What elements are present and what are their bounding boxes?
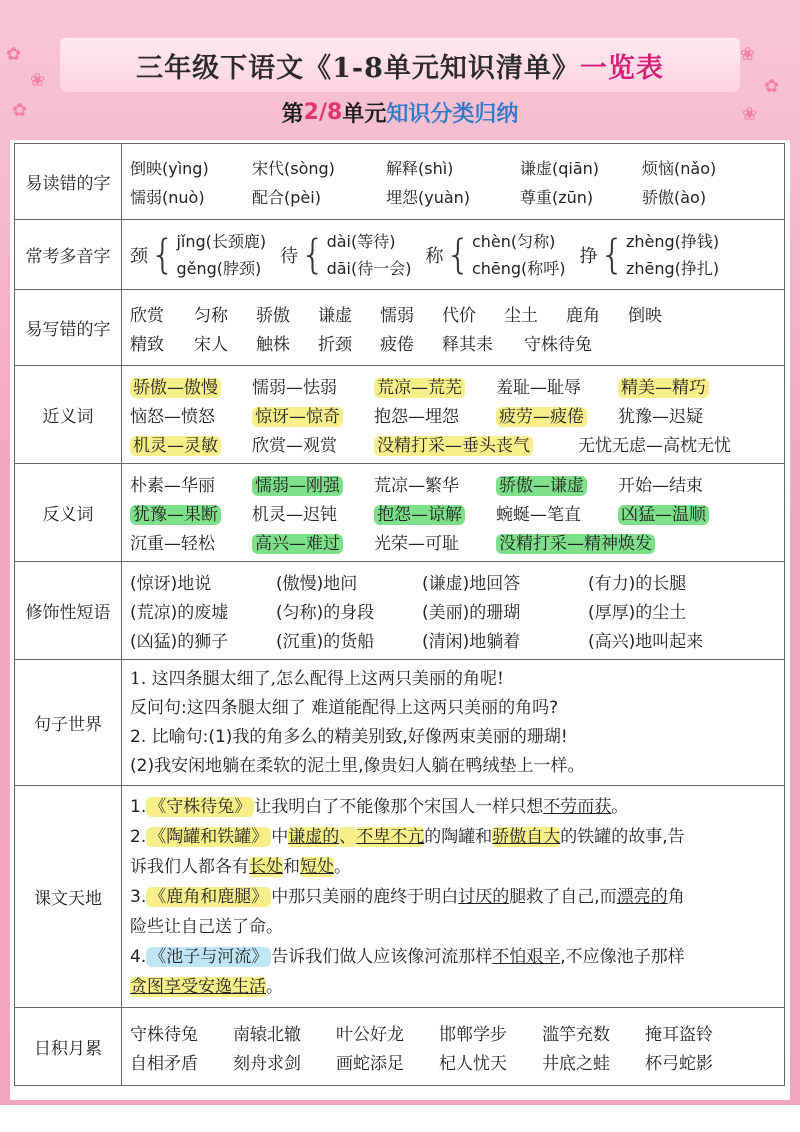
word-pair: 高兴—难过 bbox=[252, 534, 343, 554]
idiom-item: 杞人忧天 bbox=[439, 1053, 507, 1074]
word-item: 解释(shì) bbox=[386, 158, 454, 178]
brace-icon: { bbox=[445, 231, 471, 278]
word-pair: 羞耻—耻辱 bbox=[496, 378, 581, 398]
blossom-icon: ❀ bbox=[740, 44, 756, 65]
row-label: 修饰性短语 bbox=[15, 562, 122, 660]
subtitle-di: 第 bbox=[281, 101, 304, 127]
word-pair: 骄傲—谦虚 bbox=[496, 476, 587, 496]
word-item: 匀称 bbox=[194, 305, 228, 326]
word-item: 骄傲(ào) bbox=[642, 187, 707, 207]
word-pair: 抱怨—谅解 bbox=[374, 505, 465, 525]
polyphone-group: 颈 { jǐng(长颈鹿) gěng(脖颈) bbox=[130, 231, 267, 278]
row-label: 易读错的字 bbox=[15, 144, 122, 220]
text-item: 险些让自己送了命。 bbox=[130, 916, 283, 937]
phrase-item: (美丽)的珊瑚 bbox=[422, 603, 521, 623]
blossom-icon: ✿ bbox=[764, 76, 780, 97]
word-item: 宋人 bbox=[194, 334, 228, 355]
row-content bbox=[122, 220, 785, 290]
subtitle-unit: 单元 bbox=[342, 101, 387, 127]
row-texts bbox=[15, 786, 785, 1008]
phrase-item: (傲慢)地问 bbox=[276, 574, 358, 594]
phrase-item: (荒凉)的废墟 bbox=[130, 603, 229, 623]
row-content bbox=[122, 366, 785, 464]
phrase-item: (有力)的长腿 bbox=[588, 574, 687, 594]
word-item: 释其耒 bbox=[442, 334, 493, 355]
row-content bbox=[122, 786, 785, 1008]
sentence-line: 反问句:这四条腿太细了 难道能配得上这两只美丽的角吗? bbox=[130, 697, 559, 718]
word-pair: 机灵—灵敏 bbox=[130, 436, 221, 456]
sentence-line: (2)我安闲地躺在柔软的泥土里,像贵妇人躺在鸭绒垫上一样。 bbox=[130, 755, 585, 776]
word-pair: 欣赏—观赏 bbox=[252, 436, 337, 456]
word-pair: 精美—精巧 bbox=[618, 378, 709, 398]
row-sentences bbox=[15, 660, 785, 786]
word-pair: 机灵—迟钝 bbox=[252, 505, 337, 525]
title-overview: 一览表 bbox=[579, 52, 664, 84]
idiom-item: 南辕北辙 bbox=[233, 1024, 301, 1045]
word-pair: 沉重—轻松 bbox=[130, 534, 215, 554]
word-item: 触株 bbox=[256, 334, 290, 355]
word-pair: 没精打采—垂头丧气 bbox=[374, 436, 533, 456]
brace-icon: { bbox=[599, 231, 625, 278]
idiom-item: 邯郸学步 bbox=[439, 1024, 507, 1045]
row-label: 易写错的字 bbox=[15, 290, 122, 366]
phrase-item: (清闲)地躺着 bbox=[422, 632, 521, 652]
page-title bbox=[136, 46, 664, 85]
blossom-icon: ✿ bbox=[12, 100, 28, 121]
page-subtitle bbox=[0, 92, 800, 132]
text-item: 贪图享受安逸生活。 bbox=[130, 976, 283, 997]
phrase-item: (谦虚)地回答 bbox=[422, 574, 521, 594]
idiom-item: 画蛇添足 bbox=[336, 1053, 404, 1074]
row-label: 句子世界 bbox=[15, 660, 122, 786]
row-label: 反义词 bbox=[15, 464, 122, 562]
row-phrases bbox=[15, 562, 785, 660]
row-label: 课文天地 bbox=[15, 786, 122, 1008]
idiom-item: 守株待兔 bbox=[130, 1024, 198, 1045]
word-item: 倒映 bbox=[628, 305, 662, 326]
word-pair: 没精打采—精神焕发 bbox=[496, 534, 655, 554]
idiom-item: 叶公好龙 bbox=[336, 1024, 404, 1045]
word-pair: 朴素—华丽 bbox=[130, 476, 215, 496]
word-pair: 开始—结束 bbox=[618, 476, 703, 496]
word-item: 配合(pèi) bbox=[252, 187, 321, 207]
row-label: 常考多音字 bbox=[15, 220, 122, 290]
word-pair: 蜿蜒—笔直 bbox=[496, 505, 581, 525]
word-item: 懦弱(nuò) bbox=[130, 187, 205, 207]
word-item: 折颈 bbox=[318, 334, 352, 355]
word-pair: 荒凉—繁华 bbox=[374, 476, 459, 496]
word-pair: 惊讶—惊奇 bbox=[252, 407, 343, 427]
sentence-line: 2. 比喻句:(1)我的角多么的精美别致,好像两束美丽的珊瑚! bbox=[130, 726, 568, 747]
word-item: 尊重(zūn) bbox=[520, 187, 594, 207]
word-pair: 恼怒—愤怒 bbox=[130, 407, 215, 427]
row-idioms bbox=[15, 1008, 785, 1086]
brace-icon: { bbox=[150, 231, 176, 278]
phrase-item: (匀称)的身段 bbox=[276, 603, 375, 623]
word-pair: 光荣—可耻 bbox=[374, 534, 459, 554]
row-label: 近义词 bbox=[15, 366, 122, 464]
blossom-icon: ❀ bbox=[742, 104, 758, 125]
title-grade: 三年级下语文 bbox=[136, 52, 305, 84]
phrase-item: (凶猛)的狮子 bbox=[130, 632, 229, 652]
word-item: 尘土 bbox=[504, 305, 538, 326]
sentence-line: 1. 这四条腿太细了,怎么配得上这两只美丽的角呢! bbox=[130, 668, 504, 689]
word-item: 懦弱 bbox=[380, 305, 414, 326]
word-pair: 骄傲—傲慢 bbox=[130, 378, 221, 398]
phrase-item: (厚厚)的尘土 bbox=[588, 603, 687, 623]
word-item: 精致 bbox=[130, 334, 164, 355]
word-item: 疲倦 bbox=[380, 334, 414, 355]
word-pair: 犹豫—迟疑 bbox=[618, 407, 703, 427]
word-pair: 疲劳—疲倦 bbox=[496, 407, 587, 427]
word-item: 鹿角 bbox=[566, 305, 600, 326]
row-content bbox=[122, 144, 785, 220]
row-label: 日积月累 bbox=[15, 1008, 122, 1086]
brace-icon: { bbox=[300, 231, 326, 278]
word-item: 宋代(sòng) bbox=[252, 158, 335, 178]
row-content bbox=[122, 290, 785, 366]
row-easy-write bbox=[15, 290, 785, 366]
word-item: 代价 bbox=[442, 305, 476, 326]
word-item: 烦恼(nǎo) bbox=[642, 158, 717, 178]
word-item: 谦虚 bbox=[318, 305, 352, 326]
phrase-item: (高兴)地叫起来 bbox=[588, 632, 704, 652]
row-content bbox=[122, 660, 785, 786]
idiom-item: 掩耳盗铃 bbox=[645, 1024, 713, 1045]
word-item: 谦虚(qiān) bbox=[520, 158, 600, 178]
row-content bbox=[122, 464, 785, 562]
word-item: 倒映(yìng) bbox=[130, 158, 209, 178]
row-synonyms bbox=[15, 366, 785, 464]
word-pair: 无忧无虑—高枕无忧 bbox=[578, 436, 731, 456]
word-pair: 荒凉—荒芜 bbox=[374, 378, 465, 398]
idiom-item: 杯弓蛇影 bbox=[645, 1053, 713, 1074]
word-pair: 犹豫—果断 bbox=[130, 505, 221, 525]
blossom-icon: ❀ bbox=[30, 70, 46, 91]
polyphone-group: 挣 { zhèng(挣钱) zhēng(挣扎) bbox=[579, 231, 720, 278]
row-content bbox=[122, 562, 785, 660]
text-item: 4. 《池子与河流》 告诉我们做人应该像河流那样不怕艰辛,不应像池子那样 bbox=[130, 946, 685, 967]
phrase-item: (惊讶)地说 bbox=[130, 574, 212, 594]
text-item: 2. 《陶罐和铁罐》 中谦虚的、不卑不亢的陶罐和骄傲自大的铁罐的故事,告 bbox=[130, 826, 685, 847]
word-pair: 懦弱—怯弱 bbox=[252, 378, 337, 398]
text-item: 3. 《鹿角和鹿腿》 中那只美丽的鹿终于明白讨厌的腿救了自己,而漂亮的角 bbox=[130, 886, 685, 907]
text-item: 1. 《守株待兔》 让我明白了不能像那个宋国人一样只想不劳而获。 bbox=[130, 796, 629, 817]
word-item: 欣赏 bbox=[130, 305, 164, 326]
idiom-item: 刻舟求剑 bbox=[233, 1053, 301, 1074]
knowledge-table bbox=[14, 143, 785, 1086]
idiom-item: 井底之蛙 bbox=[542, 1053, 610, 1074]
word-pair: 凶猛—温顺 bbox=[618, 505, 709, 525]
row-polyphone bbox=[15, 220, 785, 290]
row-antonyms bbox=[15, 464, 785, 562]
row-content bbox=[122, 1008, 785, 1086]
title-book: 《1-8单元知识清单》 bbox=[304, 52, 580, 84]
phrase-item: (沉重)的货船 bbox=[276, 632, 375, 652]
polyphone-group: 待 { dài(等待) dāi(待一会) bbox=[280, 231, 412, 278]
word-pair: 抱怨—埋怨 bbox=[374, 407, 459, 427]
word-item: 埋怨(yuàn) bbox=[386, 187, 471, 207]
idiom-item: 自相矛盾 bbox=[130, 1053, 198, 1074]
text-item: 诉我们人都各有长处和短处。 bbox=[130, 856, 351, 877]
row-easy-read bbox=[15, 144, 785, 220]
idiom-item: 滥竽充数 bbox=[542, 1024, 610, 1045]
title-banner bbox=[60, 38, 740, 92]
blossom-icon: ✿ bbox=[6, 44, 22, 65]
word-item: 守株待兔 bbox=[524, 334, 592, 355]
subtitle-unit-number: 2/8 bbox=[303, 99, 343, 125]
word-pair: 懦弱—刚强 bbox=[252, 476, 343, 496]
word-item: 骄傲 bbox=[256, 305, 290, 326]
polyphone-group: 称 { chèn(匀称) chēng(称呼) bbox=[425, 231, 566, 278]
subtitle-topic: 知识分类归纳 bbox=[386, 101, 519, 127]
